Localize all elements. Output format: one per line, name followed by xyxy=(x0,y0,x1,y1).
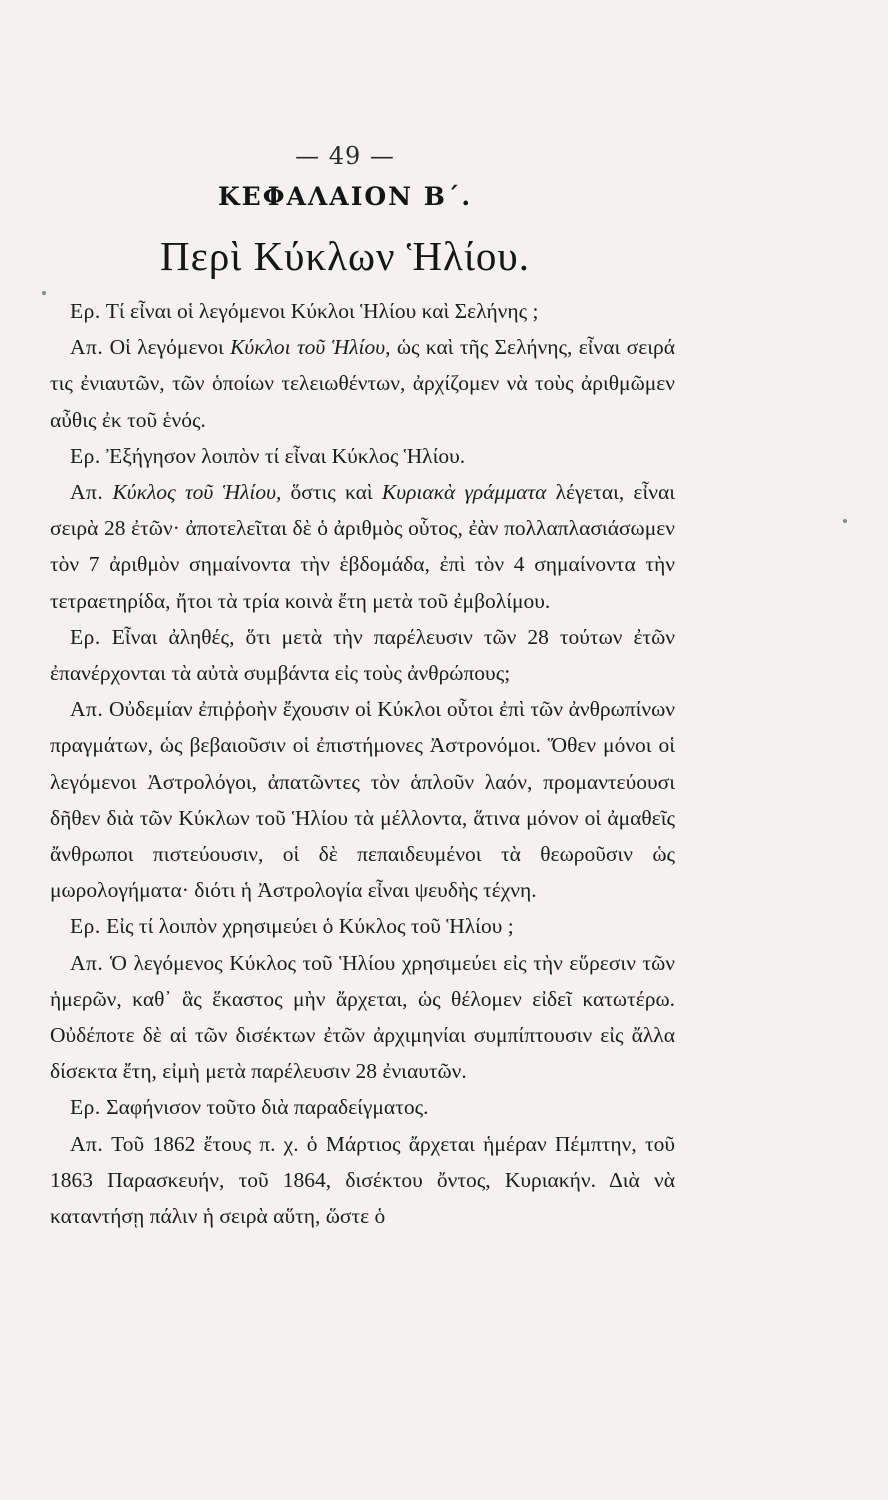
italic-term: Κύκλοι τοῦ Ἡλίου, xyxy=(230,335,391,360)
paragraph-text: Εἰς τί λοιπὸν χρησιμεύει ὁ Κύκλος τοῦ Ἡλίου ; xyxy=(106,914,514,939)
paragraph-text: ὅστις καὶ xyxy=(290,480,373,505)
answer-label: Απ. xyxy=(70,480,104,505)
answer-label: Απ. xyxy=(70,950,104,975)
ink-speck xyxy=(843,519,847,523)
ink-speck xyxy=(42,291,46,295)
paragraph-text: Οὐδεμίαν ἐπιῤῥοὴν ἔχουσιν οἱ Κύκλοι οὗτοι ἐπὶ τῶν ἀνθρωπίνων πραγμάτων, ὡς βεβαιοῦσιν οἱ ἐπιστήμονες Ἀστρονόμοι. Ὅθεν μόνοι οἱ λεγόμενοι Ἀστρολόγοι, ἀπατῶντες τὸν ἁπλοῦν λαόν, προμαντεύουσι δῆθεν διὰ τῶν Κύκλων τοῦ Ἡλίου τὰ μέλλοντα, ἅτινα μόνον οἱ ἀμαθεῖς ἄνθρωποι πιστεύουσιν, οἱ δὲ πεπαιδευμένοι τὰ θεωροῦσιν ὡς μωρολογήματα· διότι ἡ Ἀστρολογία εἶναι ψευδὴς τέχνη. xyxy=(50,697,676,903)
paragraph-question-5 xyxy=(50,1089,675,1125)
question-label: Ερ. xyxy=(70,1095,101,1120)
body-text xyxy=(50,293,675,1234)
paragraph-text: ὡς καὶ τῆς Σελήνης, εἶναι σειρά τις ἐνιαυτῶν, τῶν ὁποίων τελειωθέντων, ἀρχίζομεν νὰ τοὺς ἀριθμῶμεν αὖθις ἐκ τοῦ ἑνός. xyxy=(50,335,676,432)
paragraph-text: Τί εἶναι οἱ λεγόμενοι Κύκλοι Ἡλίου καὶ Σελήνης ; xyxy=(105,299,539,323)
italic-term: Κύκλος τοῦ Ἡλίου, xyxy=(112,480,282,505)
paragraph-question-2 xyxy=(50,438,675,474)
paragraph-text: Σαφήνισον τοῦτο διὰ παραδείγματος. xyxy=(106,1095,429,1120)
paragraph-text: Εἶναι ἀληθές, ὅτι μετὰ τὴν παρέλευσιν τῶν 28 τούτων ἐτῶν ἐπανέρχονται τὰ αὐτὰ συμβάντα εἰς τοὺς ἀνθρώπους; xyxy=(50,624,676,686)
paragraph-text: Οἱ λεγόμενοι xyxy=(109,335,224,360)
answer-label: Απ. xyxy=(70,1131,104,1156)
paragraph-question-3 xyxy=(50,619,675,691)
paragraph-text: Ἐξήγησον λοιπὸν τί εἶναι Κύκλος Ἡλίου. xyxy=(106,443,466,468)
paragraph-answer-5 xyxy=(50,1126,675,1235)
question-label: Ερ. xyxy=(70,914,101,939)
question-label: Ερ. xyxy=(70,299,101,323)
paragraph-text: Ὁ λεγόμενος Κύκλος τοῦ Ἡλίου χρησιμεύει εἰς τὴν εὕρεσιν τῶν ἡμερῶν, καθ᾽ ἃς ἕκαστος μὴν ἄρχεται, ὡς θέλομεν εἰδεῖ κατωτέρω. Οὐδέποτε δὲ αἱ τῶν δισέκτων ἐτῶν ἀρχιμηνίαι συμπίπτουσιν εἰς ἄλλα δίσεκτα ἔτη, εἰμὴ μετὰ παρέλευσιν 28 ἐνιαυτῶν. xyxy=(50,950,676,1084)
paragraph-question-4 xyxy=(50,908,675,944)
question-label: Ερ. xyxy=(70,443,101,468)
answer-label: Απ. xyxy=(70,697,104,722)
paragraph-text: λέγεται, εἶναι σειρὰ 28 ἐτῶν· ἀποτελεῖται δὲ ὁ ἀριθμὸς οὗτος, ἐὰν πολλαπλασιάσωμεν τὸν 7 ἀριθμὸν σημαίνοντα τὴν ἑβδομάδα, ἐπὶ τὸν 4 σημαίνοντα τὴν τετραετηρίδα, ἤτοι τὰ τρία κοινὰ ἔτη μετὰ τοῦ ἐμβολίμου. xyxy=(50,480,676,613)
question-label: Ερ. xyxy=(70,624,101,649)
paragraph-text: Τοῦ 1862 ἔτους π. χ. ὁ Μάρτιος ἄρχεται ἡμέραν Πέμπτην, τοῦ 1863 Παρασκευήν, τοῦ 1864, δισέκτου ὄντος, Κυριακήν. Διὰ νὰ καταντήσῃ πάλιν ἡ σειρὰ αὕτη, ὥστε ὁ xyxy=(50,1131,675,1229)
chapter-heading: ΚΕΦΑΛΑΙΟΝ Β΄. xyxy=(217,182,473,211)
paragraph-question-1 xyxy=(50,293,675,329)
paragraph-answer-1 xyxy=(50,329,675,438)
chapter-title: Περὶ Κύκλων Ἡλίου. xyxy=(160,233,530,279)
paragraph-answer-2 xyxy=(50,474,675,619)
paragraph-answer-3 xyxy=(50,691,675,908)
italic-term: Κυριακὰ γράμματα xyxy=(381,480,547,505)
answer-label: Απ. xyxy=(70,335,104,360)
paragraph-answer-4 xyxy=(50,945,675,1090)
page-number: — 49 — xyxy=(295,142,395,170)
